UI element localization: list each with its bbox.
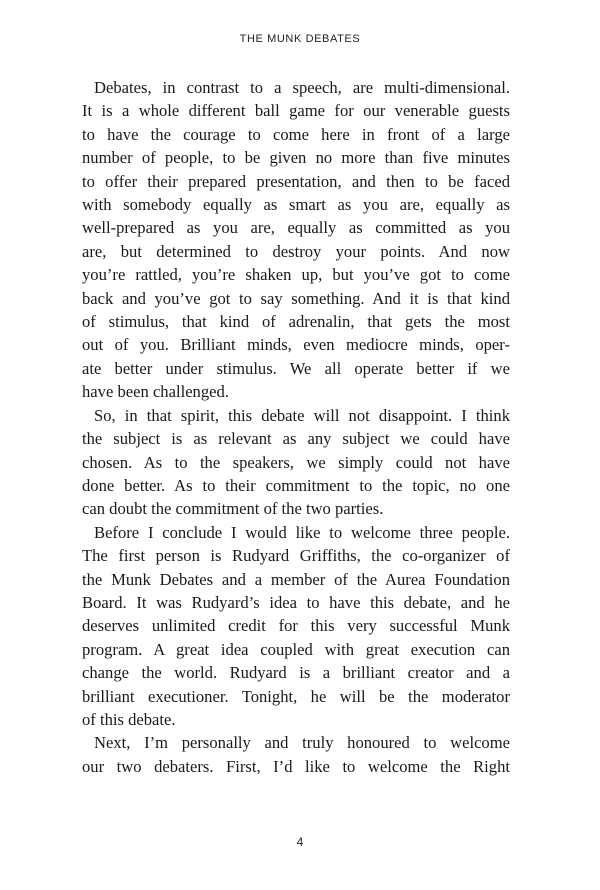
text-line: Next, I’m personally and truly honoured to welcome bbox=[94, 733, 510, 753]
text-line: So, in that spirit, this debate will not disappoint. I think bbox=[94, 405, 510, 425]
text-line: change the world. Rudyard is a brilliant creator and a bbox=[82, 663, 510, 683]
text-line: Before I conclude I would like to welcome three people. bbox=[94, 522, 510, 542]
text-line: the subject is as relevant as any subject we could have bbox=[82, 429, 510, 449]
text-line: Board. It was Rudyard’s idea to have this debate, and he bbox=[82, 592, 510, 612]
text-line: back and you’ve got to say something. And it is that kind bbox=[82, 288, 510, 308]
text-line: of this debate. bbox=[82, 709, 176, 729]
text-line: Debates, in contrast to a speech, are multi-dimensional. bbox=[94, 78, 510, 97]
body-text bbox=[82, 76, 510, 778]
text-line: brilliant executioner. Tonight, he will be the moderator bbox=[82, 686, 510, 706]
text-line: number of people, to be given no more than five minutes bbox=[82, 148, 510, 168]
page-number: 4 bbox=[296, 835, 304, 849]
text-line: the Munk Debates and a member of the Aurea Foundation bbox=[82, 569, 510, 589]
text-line: have been challenged. bbox=[82, 382, 229, 402]
text-line: program. A great idea coupled with great execution can bbox=[82, 639, 510, 659]
text-line: you’re rattled, you’re shaken up, but you’ve got to come bbox=[82, 265, 510, 285]
text-line: deserves unlimited credit for this very successful Munk bbox=[82, 616, 510, 636]
text-line: chosen. As to the speakers, we simply could not have bbox=[82, 452, 510, 472]
text-line: well-prepared as you are, equally as committed as you bbox=[82, 218, 510, 238]
text-line: to have the courage to come here in front of a large bbox=[82, 124, 510, 144]
text-line: our two debaters. First, I’d like to welcome the Right bbox=[82, 756, 510, 776]
paragraph bbox=[82, 404, 510, 521]
text-line: ate better under stimulus. We all operate better if we bbox=[82, 358, 510, 378]
paragraph bbox=[82, 76, 510, 404]
text-line: The first person is Rudyard Griffiths, the co-organizer of bbox=[82, 546, 510, 566]
text-line: with somebody equally as smart as you are, equally as bbox=[82, 195, 510, 215]
paragraph bbox=[82, 731, 510, 778]
text-line: are, but determined to destroy your points. And now bbox=[82, 241, 510, 261]
text-line: done better. As to their commitment to the topic, no one bbox=[82, 475, 510, 495]
text-line: It is a whole different ball game for our venerable guests bbox=[82, 101, 510, 121]
text-line: can doubt the commitment of the two parties. bbox=[82, 499, 384, 519]
running-head: THE MUNK DEBATES bbox=[239, 33, 361, 45]
paragraph bbox=[82, 521, 510, 732]
text-line: out of you. Brilliant minds, even mediocre minds, oper- bbox=[82, 335, 510, 355]
text-line: of stimulus, that kind of adrenalin, that gets the most bbox=[82, 312, 510, 332]
text-line: to offer their prepared presentation, and then to be faced bbox=[82, 171, 510, 191]
